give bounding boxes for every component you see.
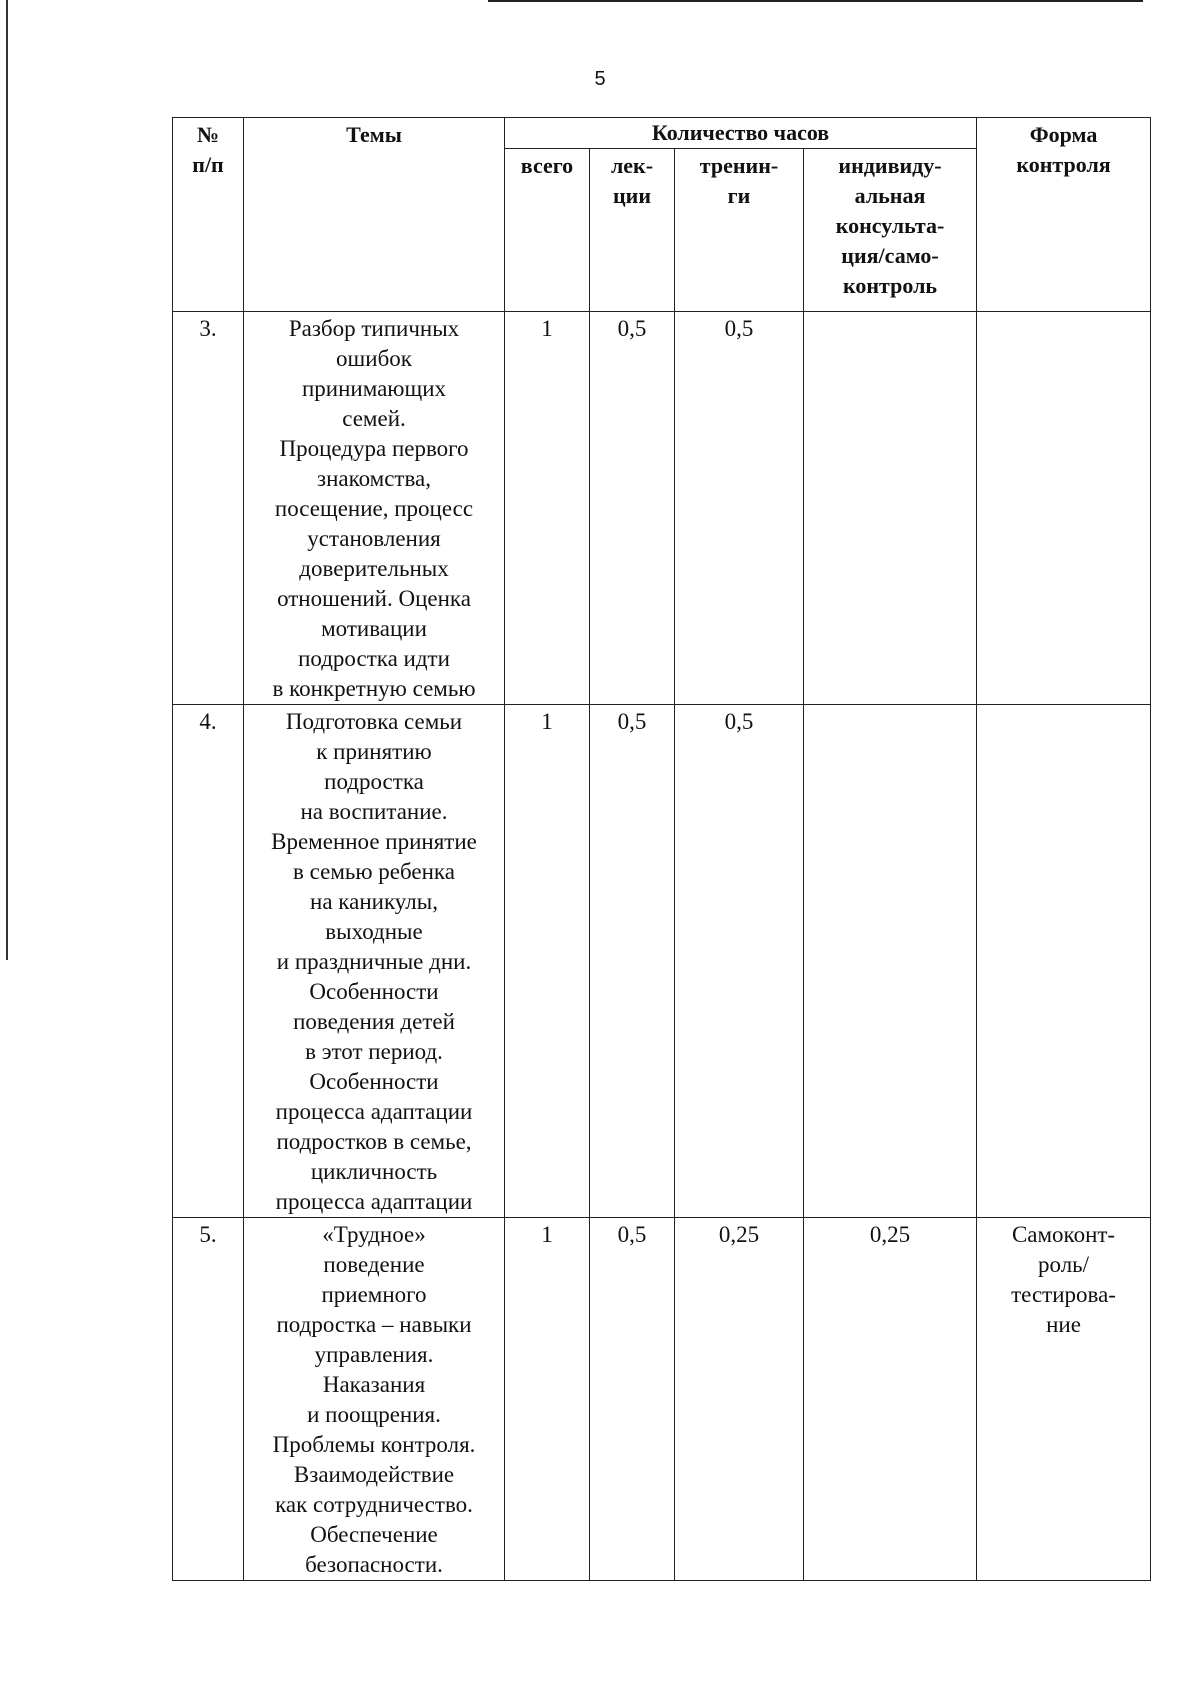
- table-row: [173, 705, 1151, 1218]
- row-lectures: 0,5: [590, 312, 675, 705]
- row-num: 4.: [173, 705, 244, 1218]
- scan-edge-left: [6, 0, 8, 960]
- row-total: 1: [505, 312, 590, 705]
- row-control: [977, 312, 1151, 705]
- row-individual: 0,25: [804, 1218, 977, 1581]
- row-individual: [804, 705, 977, 1218]
- table-row: [173, 1218, 1151, 1581]
- page-number: 5: [594, 68, 606, 90]
- row-control: [977, 705, 1151, 1218]
- header-topics: Темы: [244, 118, 505, 312]
- row-topic: Разбор типичных ошибок принимающих семей. Процедура первого знакомства, посещение, процесс установления доверительных отношений. Оценка мотивации подростка идти в конкретную семью: [244, 312, 505, 705]
- row-total: 1: [505, 1218, 590, 1581]
- row-individual: [804, 312, 977, 705]
- row-lectures: 0,5: [590, 705, 675, 1218]
- curriculum-table: [172, 117, 1151, 1581]
- row-num: 5.: [173, 1218, 244, 1581]
- header-hours-group: Количество часов: [505, 118, 977, 149]
- table-row: [173, 312, 1151, 705]
- header-control-form: Форма контроля: [977, 118, 1151, 312]
- row-topic: «Трудное» поведение приемного подростка – навыки управления. Наказания и поощрения. Проблемы контроля. Взаимодействие как сотрудничество. Обеспечение безопасности.: [244, 1218, 505, 1581]
- header-individual: индивиду- альная консульта- ция/само- контроль: [804, 149, 977, 312]
- header-row-1: [173, 118, 1151, 149]
- row-trainings: 0,5: [675, 705, 804, 1218]
- row-lectures: 0,5: [590, 1218, 675, 1581]
- header-num: № п/п: [173, 118, 244, 312]
- row-trainings: 0,5: [675, 312, 804, 705]
- scan-edge-top: [488, 0, 1143, 2]
- header-trainings: тренин- ги: [675, 149, 804, 312]
- row-num: 3.: [173, 312, 244, 705]
- row-control: Самоконт- роль/ тестирова- ние: [977, 1218, 1151, 1581]
- row-topic: Подготовка семьи к принятию подростка на воспитание. Временное принятие в семью ребенка на каникулы, выходные и праздничные дни. Особенности поведения детей в этот период. Особенности процесса адаптации подростков в семье, цикличность процесса адаптации: [244, 705, 505, 1218]
- header-total: всего: [505, 149, 590, 312]
- row-trainings: 0,25: [675, 1218, 804, 1581]
- header-lectures: лек- ции: [590, 149, 675, 312]
- row-total: 1: [505, 705, 590, 1218]
